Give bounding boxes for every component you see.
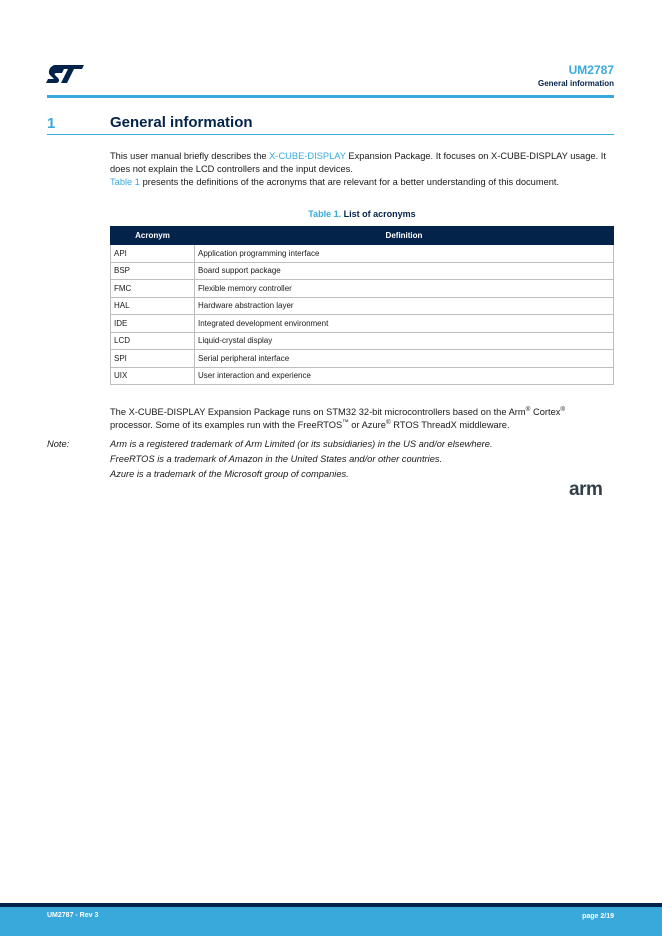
- body-text-c: processor. Some of its examples run with the FreeRTOS: [110, 419, 343, 430]
- table-row: [111, 332, 614, 350]
- registered-mark: ®: [525, 405, 531, 413]
- table-header-row: [111, 227, 614, 245]
- body-text-b: Cortex: [530, 407, 561, 417]
- table-1-link[interactable]: Table 1: [110, 177, 140, 187]
- footer-band: [0, 907, 662, 936]
- intro-text-2: presents the definitions of the acronyms that are relevant for a better understanding of this document.: [139, 177, 560, 187]
- note-line: FreeRTOS is a trademark of Amazon in the United States and/or other countries.: [110, 454, 443, 464]
- intro-paragraph-2: [110, 176, 615, 189]
- acronym-cell: API: [111, 245, 195, 263]
- table-row: [111, 315, 614, 333]
- table-caption-title: List of acronyms: [343, 209, 416, 219]
- table-row: [111, 245, 614, 263]
- table-row: [111, 297, 614, 315]
- note-line: Arm is a registered trademark of Arm Limited (or its subsidiaries) in the US and/or elsewhere.: [110, 439, 493, 449]
- st-logo: [46, 64, 84, 84]
- table-row: [111, 280, 614, 298]
- definition-cell: User interaction and experience: [195, 367, 614, 385]
- acronym-cell: BSP: [111, 262, 195, 280]
- footer-doc-rev: UM2787 - Rev 3: [47, 912, 99, 919]
- note-line: Azure is a trademark of the Microsoft group of companies.: [110, 469, 349, 479]
- acronym-cell: SPI: [111, 350, 195, 368]
- intro-text: This user manual briefly describes the: [110, 151, 270, 161]
- note-label: Note:: [47, 439, 70, 449]
- section-rule: [47, 134, 614, 135]
- definition-cell: Board support package: [195, 262, 614, 280]
- header-doc-id: UM2787: [568, 63, 614, 77]
- svg-text:arm: arm: [569, 480, 603, 498]
- definition-cell: Application programming interface: [195, 245, 614, 263]
- acronym-cell: LCD: [111, 332, 195, 350]
- body-text-e: RTOS ThreadX middleware.: [390, 419, 510, 430]
- acronym-cell: UIX: [111, 367, 195, 385]
- registered-mark: ®: [385, 418, 391, 426]
- section-title: General information: [110, 114, 253, 131]
- body-text-d: or Azure: [348, 419, 386, 430]
- column-header-acronym: Acronym: [111, 227, 195, 245]
- header-rule: [47, 95, 614, 98]
- definition-cell: Liquid-crystal display: [195, 332, 614, 350]
- intro-paragraph-1: [110, 150, 615, 175]
- acronym-cell: HAL: [111, 297, 195, 315]
- table-caption-label: Table 1.: [308, 209, 342, 219]
- definition-cell: Integrated development environment: [195, 315, 614, 333]
- table-row: [111, 367, 614, 385]
- trademark-mark: ™: [342, 418, 349, 426]
- acronym-cell: FMC: [111, 280, 195, 298]
- definition-cell: Flexible memory controller: [195, 280, 614, 298]
- table-caption: [110, 209, 614, 219]
- intro-text-cont: Expansion Package. It focuses on X-CUBE-DISPLAY usage. It does not explain the LCD controllers and the input devices.: [110, 151, 606, 174]
- arm-logo: [569, 480, 613, 498]
- acronym-table: [110, 226, 614, 385]
- body-paragraph-middleware: [110, 406, 615, 431]
- registered-mark: ®: [560, 405, 566, 413]
- x-cube-display-link[interactable]: X-CUBE-DISPLAY: [269, 151, 346, 161]
- table-row: [111, 350, 614, 368]
- table-row: [111, 262, 614, 280]
- definition-cell: Hardware abstraction layer: [195, 297, 614, 315]
- definition-cell: Serial peripheral interface: [195, 350, 614, 368]
- column-header-definition: Definition: [195, 227, 614, 245]
- section-number: 1: [47, 115, 56, 132]
- acronym-cell: IDE: [111, 315, 195, 333]
- header-section-label: General information: [537, 79, 614, 88]
- footer-page-number: page 2/19: [582, 913, 614, 920]
- body-text-a: The X-CUBE-DISPLAY Expansion Package runs on STM32 32-bit microcontrollers based on the Arm: [110, 407, 526, 417]
